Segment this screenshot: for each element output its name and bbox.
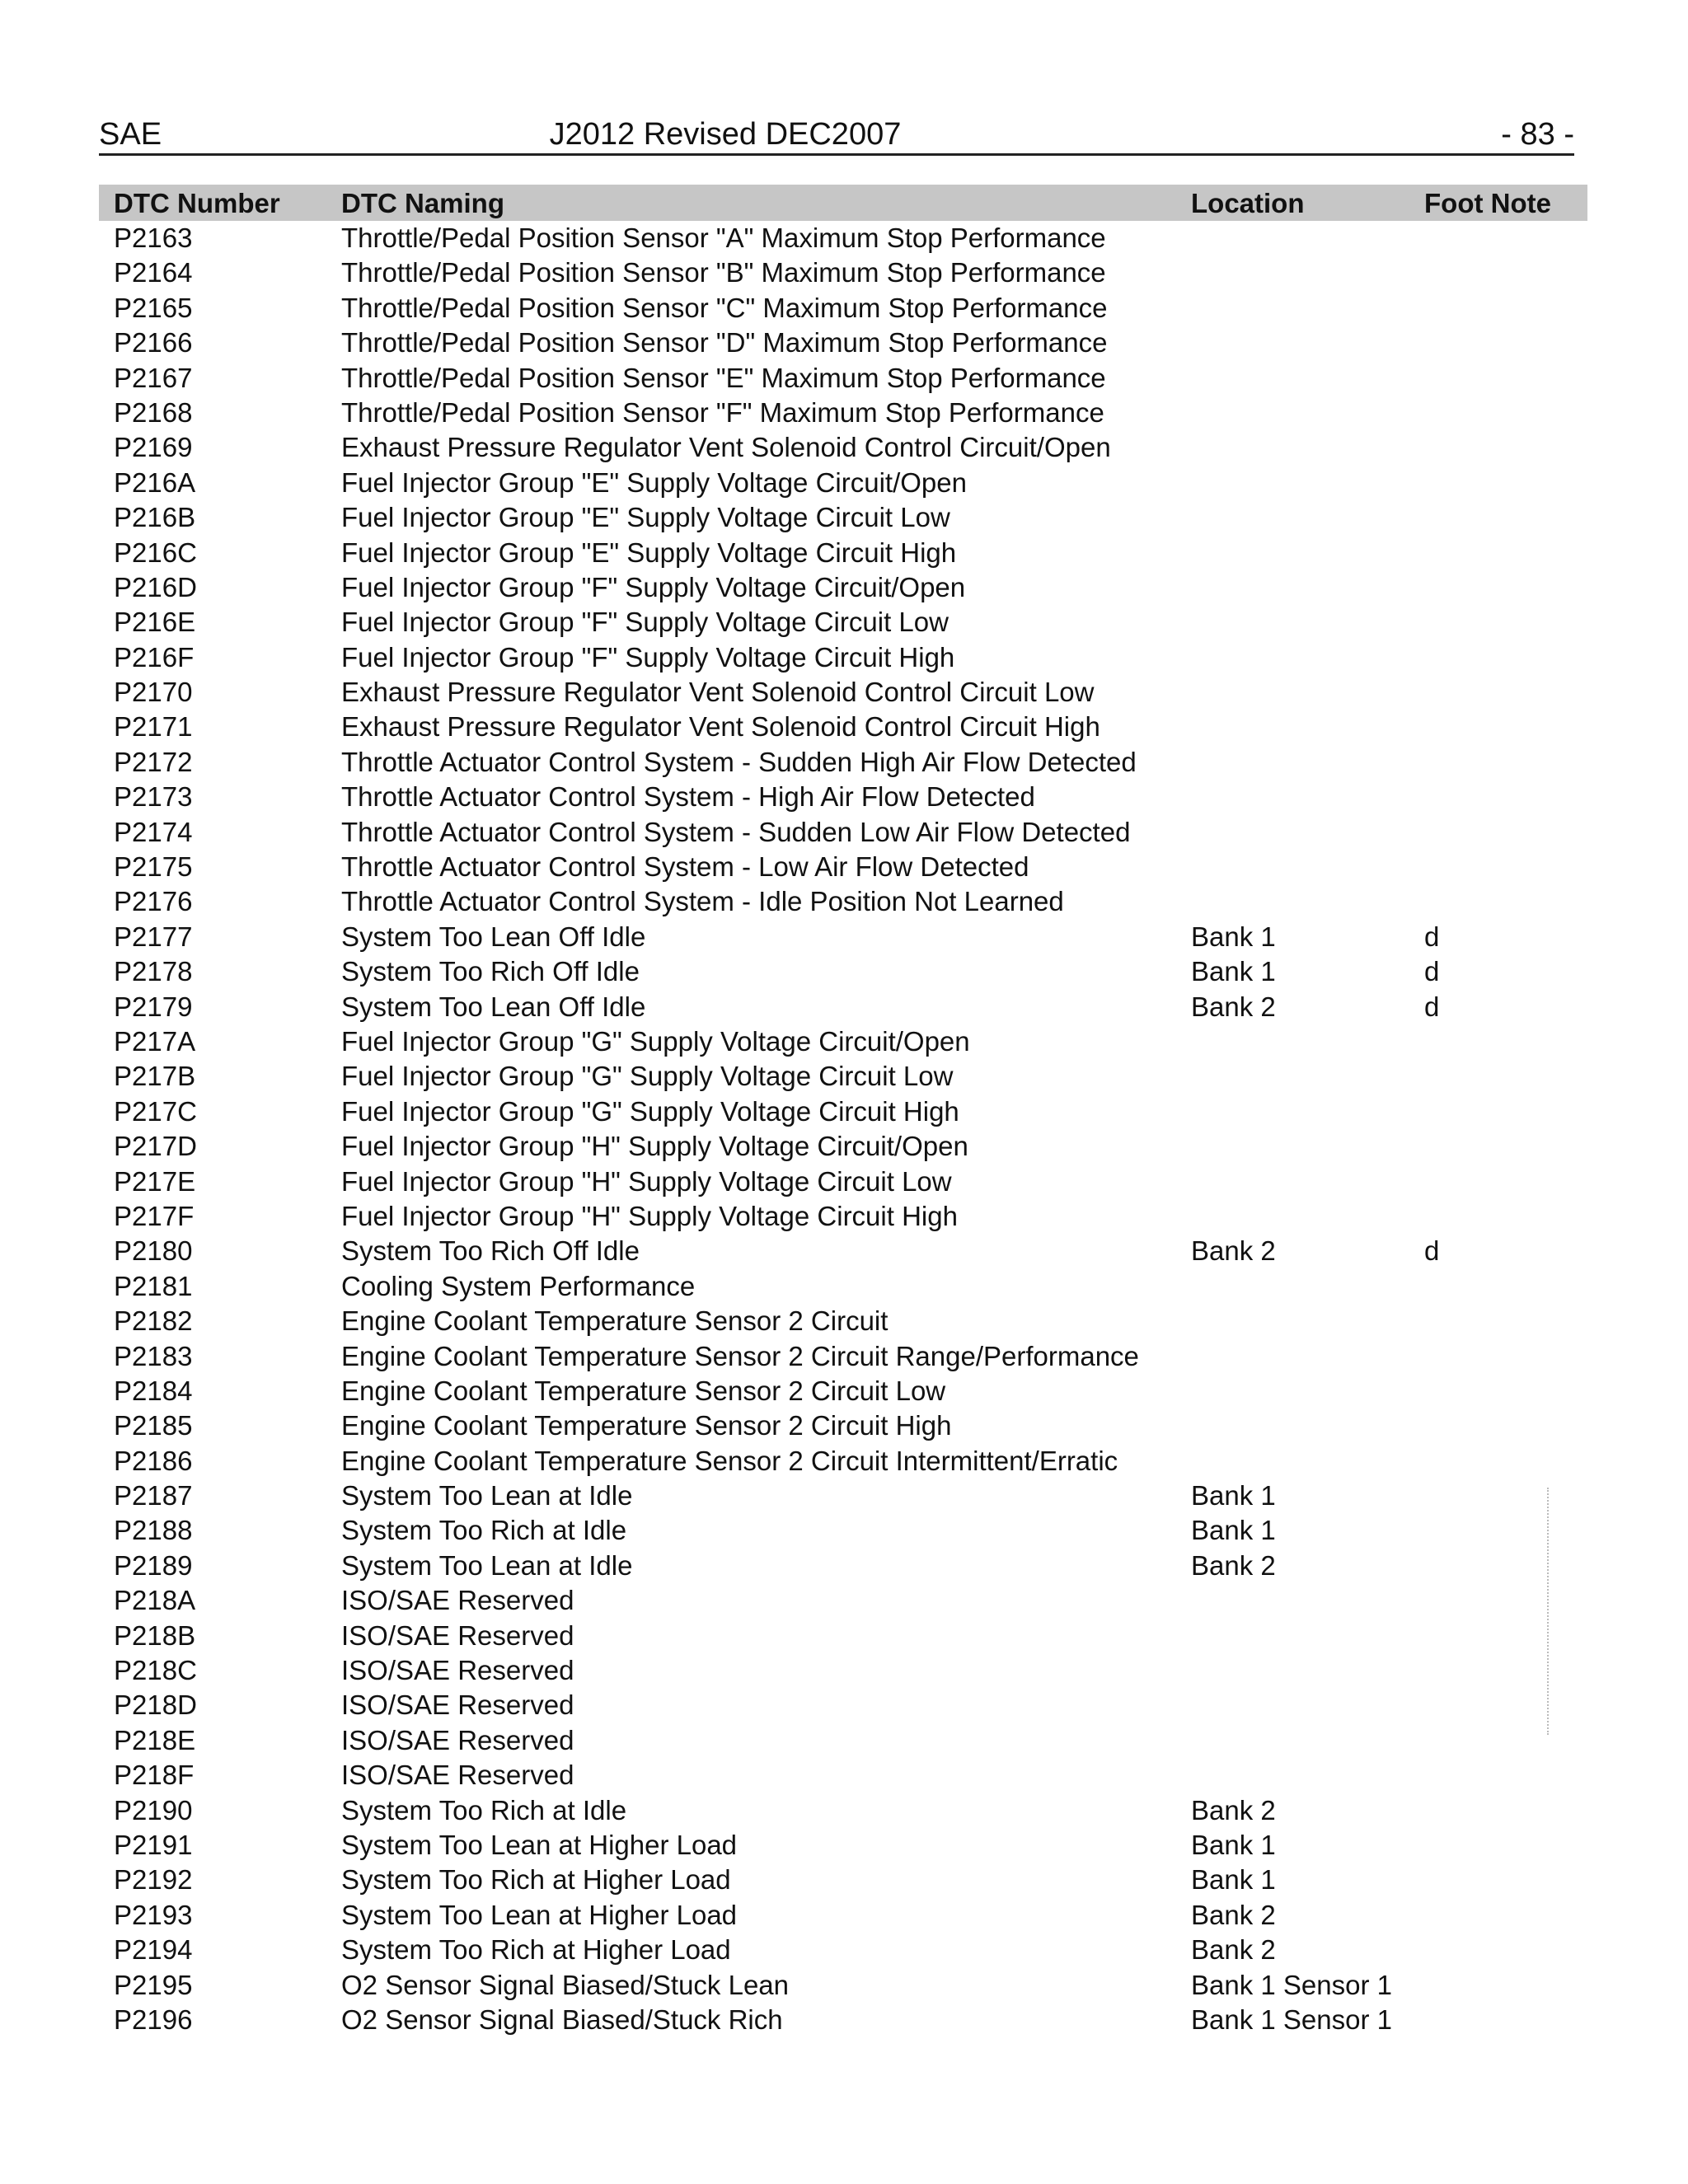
dtc-naming-cell: System Too Lean Off Idle — [341, 921, 646, 952]
dtc-naming-cell: Exhaust Pressure Regulator Vent Solenoid Control Circuit High — [341, 711, 1100, 743]
dtc-number-cell: P2172 — [114, 746, 193, 777]
table-row — [99, 1723, 1587, 1758]
location-cell: Bank 1 — [1191, 1480, 1276, 1511]
table-row — [99, 1758, 1587, 1793]
dtc-number-cell: P218A — [114, 1585, 196, 1616]
table-row — [99, 990, 1587, 1024]
table-row — [99, 850, 1587, 884]
table-row — [99, 1339, 1587, 1374]
dtc-number-cell: P217B — [114, 1061, 196, 1092]
location-cell: Bank 2 — [1191, 1794, 1276, 1825]
table-row — [99, 1444, 1587, 1479]
foot-note-cell: d — [1424, 921, 1440, 952]
foot-note-cell: d — [1424, 991, 1440, 1022]
foot-note-cell: d — [1424, 956, 1440, 987]
location-cell: Bank 1 Sensor 1 — [1191, 1969, 1392, 2000]
dtc-number-cell: P2183 — [114, 1340, 193, 1371]
table-row — [99, 920, 1587, 954]
dtc-number-cell: P2191 — [114, 1829, 193, 1860]
dtc-number-cell: P2179 — [114, 991, 193, 1022]
location-cell: Bank 1 — [1191, 921, 1276, 952]
table-row — [99, 1408, 1587, 1443]
dtc-number-cell: P2178 — [114, 956, 193, 987]
dtc-number-cell: P217A — [114, 1025, 196, 1057]
dtc-naming-cell: Throttle/Pedal Position Sensor "C" Maximum Stop Performance — [341, 292, 1108, 323]
dtc-naming-cell: System Too Lean at Idle — [341, 1480, 633, 1511]
dtc-naming-cell: System Too Lean at Idle — [341, 1549, 633, 1581]
dtc-number-cell: P218D — [114, 1690, 197, 1721]
column-header-dtc-number: DTC Number — [114, 188, 280, 218]
dtc-naming-cell: ISO/SAE Reserved — [341, 1655, 574, 1686]
dtc-number-cell: P2186 — [114, 1445, 193, 1476]
table-row — [99, 361, 1587, 396]
dtc-naming-cell: ISO/SAE Reserved — [341, 1760, 574, 1791]
dtc-naming-cell: Fuel Injector Group "F" Supply Voltage Circuit/Open — [341, 571, 966, 602]
location-cell: Bank 1 Sensor 1 — [1191, 2004, 1392, 2035]
column-header-location: Location — [1191, 188, 1305, 218]
table-row — [99, 1619, 1587, 1653]
dtc-naming-cell: Throttle/Pedal Position Sensor "F" Maximum Stop Performance — [341, 396, 1104, 428]
table-row — [99, 1863, 1587, 1897]
dtc-number-cell: P2165 — [114, 292, 193, 323]
table-row — [99, 466, 1587, 500]
dtc-naming-cell: Fuel Injector Group "H" Supply Voltage Circuit/Open — [341, 1131, 968, 1162]
dtc-naming-cell: Fuel Injector Group "G" Supply Voltage Circuit/Open — [341, 1025, 970, 1057]
table-row — [99, 1199, 1587, 1234]
dtc-number-cell: P2184 — [114, 1375, 193, 1406]
dtc-naming-cell: System Too Lean Off Idle — [341, 991, 646, 1022]
table-row — [99, 1374, 1587, 1408]
table-row — [99, 745, 1587, 780]
dtc-naming-cell: ISO/SAE Reserved — [341, 1585, 574, 1616]
dtc-number-cell: P2176 — [114, 886, 193, 917]
table-row — [99, 396, 1587, 430]
dtc-number-cell: P2187 — [114, 1480, 193, 1511]
dtc-number-cell: P217E — [114, 1165, 196, 1197]
dtc-naming-cell: System Too Lean at Higher Load — [341, 1899, 738, 1930]
dtc-number-cell: P2193 — [114, 1899, 193, 1930]
header-document-title: J2012 Revised DEC2007 — [549, 117, 902, 152]
dtc-naming-cell: Fuel Injector Group "E" Supply Voltage Circuit/Open — [341, 466, 967, 498]
dtc-number-cell: P2177 — [114, 921, 193, 952]
dtc-naming-cell: System Too Rich at Idle — [341, 1515, 627, 1546]
dtc-naming-cell: Throttle Actuator Control System - High Air Flow Detected — [341, 781, 1035, 813]
dtc-naming-cell: System Too Rich Off Idle — [341, 1235, 640, 1267]
dtc-naming-cell: Engine Coolant Temperature Sensor 2 Circuit High — [341, 1410, 952, 1441]
dtc-number-cell: P217C — [114, 1095, 197, 1127]
dtc-number-cell: P218C — [114, 1655, 197, 1686]
location-cell: Bank 1 — [1191, 956, 1276, 987]
dtc-number-cell: P218F — [114, 1760, 195, 1791]
dtc-number-cell: P216C — [114, 537, 197, 568]
dtc-number-cell: P2182 — [114, 1305, 193, 1337]
dtc-number-cell: P2185 — [114, 1410, 193, 1441]
dtc-naming-cell: System Too Rich at Higher Load — [341, 1864, 731, 1896]
table-row — [99, 815, 1587, 850]
table-row — [99, 2003, 1587, 2037]
dtc-naming-cell: System Too Rich at Idle — [341, 1794, 627, 1825]
dtc-number-cell: P216A — [114, 466, 196, 498]
dtc-naming-cell: Engine Coolant Temperature Sensor 2 Circuit Low — [341, 1375, 946, 1406]
dtc-naming-cell: Throttle/Pedal Position Sensor "D" Maximum Stop Performance — [341, 327, 1108, 359]
dtc-naming-cell: Cooling System Performance — [341, 1270, 696, 1301]
table-row — [99, 500, 1587, 535]
location-cell: Bank 1 — [1191, 1515, 1276, 1546]
dtc-naming-cell: O2 Sensor Signal Biased/Stuck Rich — [341, 2004, 783, 2035]
dtc-number-cell: P218E — [114, 1724, 196, 1755]
table-row — [99, 430, 1587, 465]
header-page-number: - 83 - — [1501, 117, 1574, 152]
dtc-number-cell: P2181 — [114, 1270, 193, 1301]
dtc-naming-cell: System Too Lean at Higher Load — [341, 1829, 738, 1860]
dtc-number-cell: P2190 — [114, 1794, 193, 1825]
dtc-naming-cell: Throttle Actuator Control System - Idle Position Not Learned — [341, 886, 1064, 917]
location-cell: Bank 1 — [1191, 1829, 1276, 1860]
dtc-naming-cell: Fuel Injector Group "E" Supply Voltage Circuit Low — [341, 502, 950, 533]
dtc-number-cell: P2168 — [114, 396, 193, 428]
table-row — [99, 954, 1587, 989]
location-cell: Bank 2 — [1191, 1235, 1276, 1267]
dtc-naming-cell: O2 Sensor Signal Biased/Stuck Lean — [341, 1969, 790, 2000]
dtc-naming-cell: ISO/SAE Reserved — [341, 1724, 574, 1755]
dtc-naming-cell: Throttle Actuator Control System - Sudden High Air Flow Detected — [341, 746, 1137, 777]
table-row — [99, 1583, 1587, 1618]
dtc-naming-cell: Fuel Injector Group "F" Supply Voltage Circuit High — [341, 641, 955, 673]
dtc-naming-cell: Fuel Injector Group "H" Supply Voltage Circuit Low — [341, 1165, 952, 1197]
column-header-dtc-naming: DTC Naming — [341, 188, 504, 218]
foot-note-cell: d — [1424, 1235, 1440, 1267]
table-row — [99, 1653, 1587, 1688]
table-row — [99, 884, 1587, 919]
table-header-row — [99, 185, 1587, 221]
table-row — [99, 675, 1587, 710]
table-row — [99, 291, 1587, 326]
dtc-table — [99, 185, 1587, 2037]
table-row — [99, 1479, 1587, 1513]
dtc-naming-cell: System Too Rich at Higher Load — [341, 1934, 731, 1966]
dtc-naming-cell: System Too Rich Off Idle — [341, 956, 640, 987]
table-row — [99, 536, 1587, 570]
dtc-naming-cell: Throttle/Pedal Position Sensor "B" Maximum Stop Performance — [341, 257, 1106, 288]
column-header-foot-note: Foot Note — [1424, 188, 1551, 218]
location-cell: Bank 1 — [1191, 1864, 1276, 1896]
dtc-number-cell: P216B — [114, 502, 196, 533]
table-row — [99, 1234, 1587, 1268]
dtc-number-cell: P216F — [114, 641, 195, 673]
table-row — [99, 1269, 1587, 1304]
dtc-number-cell: P2170 — [114, 677, 193, 708]
dtc-naming-cell: Throttle/Pedal Position Sensor "E" Maximum Stop Performance — [341, 362, 1106, 393]
dtc-number-cell: P217F — [114, 1200, 195, 1231]
dtc-number-cell: P2194 — [114, 1934, 193, 1966]
table-row — [99, 1898, 1587, 1933]
dtc-number-cell: P2171 — [114, 711, 193, 743]
table-row — [99, 605, 1587, 640]
dtc-naming-cell: Throttle Actuator Control System - Sudden Low Air Flow Detected — [341, 816, 1131, 847]
dtc-number-cell: P2163 — [114, 223, 193, 253]
table-row — [99, 1059, 1587, 1094]
dtc-naming-cell: Engine Coolant Temperature Sensor 2 Circuit — [341, 1305, 889, 1337]
table-row — [99, 1688, 1587, 1722]
table-row — [99, 326, 1587, 360]
page-header — [99, 115, 1574, 156]
dtc-naming-cell: ISO/SAE Reserved — [341, 1690, 574, 1721]
dtc-number-cell: P216D — [114, 571, 197, 602]
table-row — [99, 780, 1587, 814]
dtc-naming-cell: Throttle Actuator Control System - Low Air Flow Detected — [341, 851, 1029, 883]
table-row — [99, 1513, 1587, 1548]
table-row — [99, 1165, 1587, 1199]
dtc-number-cell: P2188 — [114, 1515, 193, 1546]
table-row — [99, 221, 1587, 255]
table-row — [99, 1933, 1587, 1967]
dtc-number-cell: P2173 — [114, 781, 193, 813]
table-row — [99, 255, 1587, 290]
table-row — [99, 1094, 1587, 1129]
table-body — [99, 221, 1587, 2037]
dtc-number-cell: P2180 — [114, 1235, 193, 1267]
dtc-naming-cell: Exhaust Pressure Regulator Vent Solenoid Control Circuit Low — [341, 677, 1095, 708]
dtc-naming-cell: ISO/SAE Reserved — [341, 1619, 574, 1651]
dtc-number-cell: P2174 — [114, 816, 193, 847]
margin-scan-mark — [1547, 1488, 1550, 1735]
dtc-number-cell: P218B — [114, 1619, 196, 1651]
table-row — [99, 1129, 1587, 1164]
dtc-number-cell: P217D — [114, 1131, 197, 1162]
location-cell: Bank 2 — [1191, 991, 1276, 1022]
dtc-naming-cell: Fuel Injector Group "H" Supply Voltage Circuit High — [341, 1200, 958, 1231]
dtc-number-cell: P2196 — [114, 2004, 193, 2035]
dtc-naming-cell: Fuel Injector Group "G" Supply Voltage Circuit High — [341, 1095, 959, 1127]
table-row — [99, 1793, 1587, 1828]
table-row — [99, 570, 1587, 605]
location-cell: Bank 2 — [1191, 1549, 1276, 1581]
dtc-naming-cell: Fuel Injector Group "F" Supply Voltage Circuit Low — [341, 607, 949, 638]
table-row — [99, 1828, 1587, 1863]
dtc-naming-cell: Fuel Injector Group "E" Supply Voltage Circuit High — [341, 537, 957, 568]
table-row — [99, 1968, 1587, 2003]
table-row — [99, 710, 1587, 744]
header-org: SAE — [99, 117, 162, 152]
dtc-number-cell: P216E — [114, 607, 196, 638]
table-row — [99, 1549, 1587, 1583]
location-cell: Bank 2 — [1191, 1934, 1276, 1966]
table-row — [99, 1304, 1587, 1338]
dtc-naming-cell: Engine Coolant Temperature Sensor 2 Circuit Intermittent/Erratic — [341, 1445, 1118, 1476]
table-row — [99, 640, 1587, 675]
dtc-number-cell: P2164 — [114, 257, 193, 288]
dtc-naming-cell: Throttle/Pedal Position Sensor "A" Maximum Stop Performance — [341, 223, 1106, 253]
dtc-number-cell: P2169 — [114, 432, 193, 463]
dtc-naming-cell: Engine Coolant Temperature Sensor 2 Circuit Range/Performance — [341, 1340, 1139, 1371]
location-cell: Bank 2 — [1191, 1899, 1276, 1930]
table-row — [99, 1024, 1587, 1059]
dtc-number-cell: P2189 — [114, 1549, 193, 1581]
dtc-number-cell: P2167 — [114, 362, 193, 393]
dtc-number-cell: P2175 — [114, 851, 193, 883]
dtc-number-cell: P2195 — [114, 1969, 193, 2000]
dtc-number-cell: P2166 — [114, 327, 193, 359]
dtc-naming-cell: Fuel Injector Group "G" Supply Voltage Circuit Low — [341, 1061, 954, 1092]
dtc-number-cell: P2192 — [114, 1864, 193, 1896]
dtc-naming-cell: Exhaust Pressure Regulator Vent Solenoid Control Circuit/Open — [341, 432, 1111, 463]
